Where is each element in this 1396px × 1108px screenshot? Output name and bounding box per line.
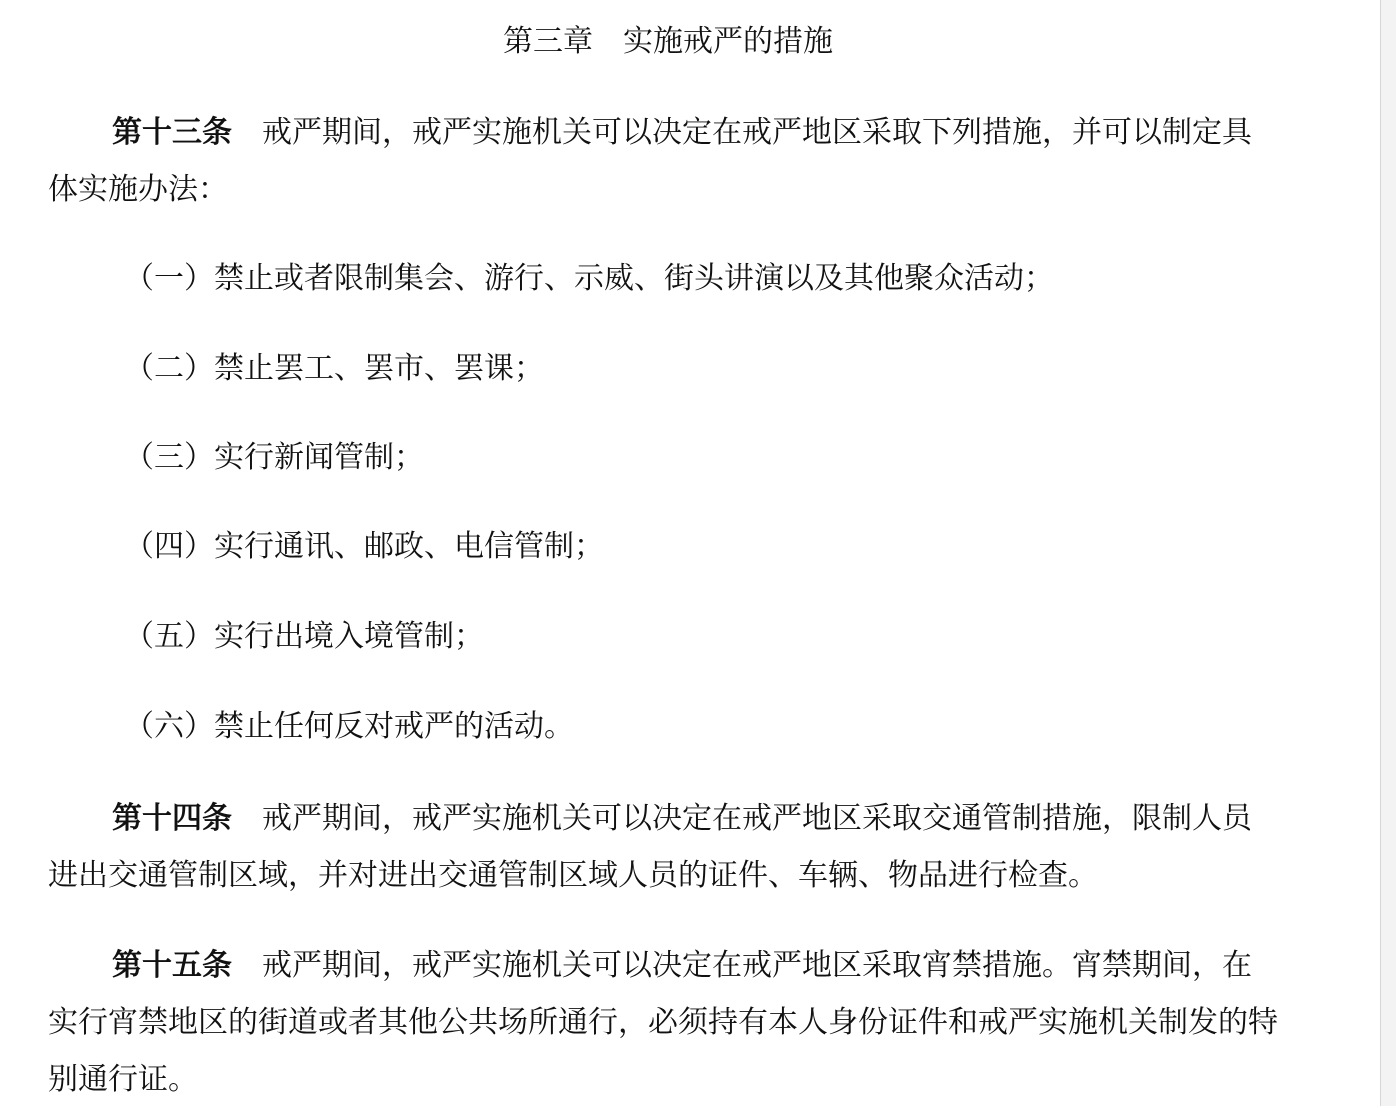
- measure-item-5: （五）实行出境入境管制；: [124, 619, 484, 654]
- article-14-text: 戒严期间，戒严实施机关可以决定在戒严地区采取交通管制措施，限制人员进出交通管制区域，并对进出交通管制区域人员的证件、车辆、物品进行检查。: [48, 801, 1252, 893]
- measure-item-6: （六）禁止任何反对戒严的活动。: [124, 709, 574, 744]
- article-13-label: 第十三条: [112, 115, 232, 150]
- article-13-text: 戒严期间，戒严实施机关可以决定在戒严地区采取下列措施，并可以制定具体实施办法：: [48, 115, 1252, 207]
- measure-item-1: （一）禁止或者限制集会、游行、示威、街头讲演以及其他聚众活动；: [124, 261, 1054, 296]
- chapter-title: 第三章 实施戒严的措施: [503, 24, 833, 59]
- article-15: [48, 937, 1278, 1108]
- measure-item-4: （四）实行通讯、邮政、电信管制；: [124, 529, 604, 564]
- measure-item-3: （三）实行新闻管制；: [124, 440, 424, 475]
- article-14-label: 第十四条: [112, 801, 232, 836]
- article-13: [48, 104, 1278, 218]
- article-15-text: 戒严期间，戒严实施机关可以决定在戒严地区采取宵禁措施。宵禁期间，在实行宵禁地区的街道或者其他公共场所通行，必须持有本人身份证件和戒严实施机关制发的特别通行证。: [48, 948, 1278, 1097]
- article-15-label: 第十五条: [112, 948, 232, 983]
- article-14: [48, 790, 1278, 904]
- scrollbar-track[interactable]: [1380, 0, 1396, 1106]
- measure-item-2: （二）禁止罢工、罢市、罢课；: [124, 351, 544, 386]
